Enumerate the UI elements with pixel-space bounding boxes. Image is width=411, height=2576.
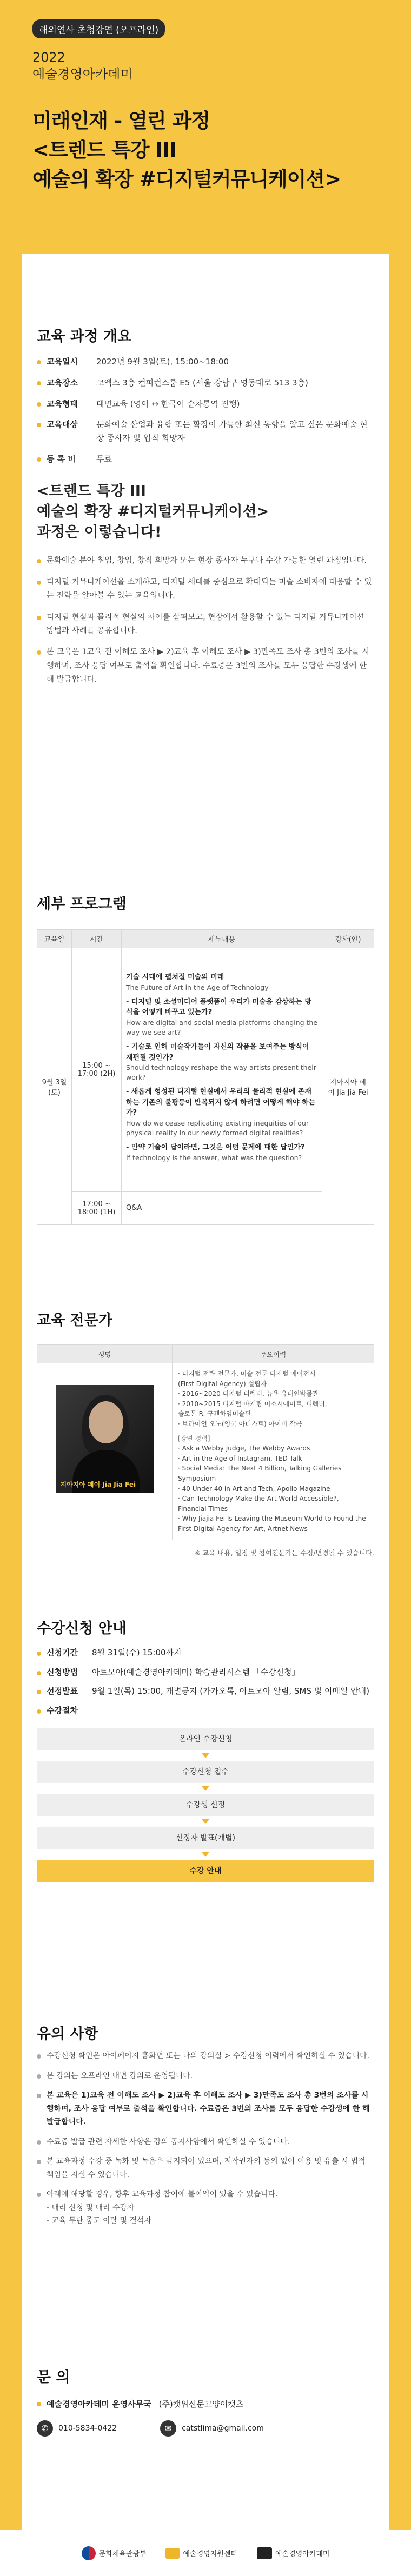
notes-list xyxy=(37,2049,374,2228)
award-line: · Why Jiajia Fei Is Leaving the Museum World to Found the First Digital Agency for Art, Artnet News xyxy=(178,1515,366,1533)
award-line: · Art in the Age of Instagram, TED Talk xyxy=(178,1454,302,1462)
overview-key: 등 록 비 xyxy=(47,454,76,464)
step-announcement: 선정자 발표(개별) xyxy=(37,1827,374,1849)
intro-text: 문화예술 분야 취업, 창업, 창직 희망자 또는 현장 종사자 누구나 수강 가능한 열린 과정입니다. xyxy=(47,556,367,565)
topic-kor: - 새롭게 형성된 디지털 현실에서 우리의 물리적 현실에 존재하는 기존의 불평등이 반복되지 않게 하려면 어떻게 해야 하는가? xyxy=(126,1088,316,1117)
expert-header-row xyxy=(37,1345,374,1363)
note-item xyxy=(37,2049,374,2063)
hero-title xyxy=(32,106,379,194)
expert-career xyxy=(173,1363,374,1540)
bullet-icon xyxy=(37,2402,41,2406)
year-label: 2022 xyxy=(32,50,66,65)
note-sub-line: - 대리 신청 및 대리 수강자 xyxy=(47,2203,135,2212)
contact-email[interactable] xyxy=(160,2420,264,2437)
intro-title xyxy=(37,481,374,542)
overview-key: 교육형태 xyxy=(47,398,78,409)
overview-value: 코엑스 3층 컨퍼런스룸 E5 (서울 강남구 영동대로 513 3층) xyxy=(96,377,308,388)
intro-title-line-3: 과정은 이렇습니다! xyxy=(37,523,162,541)
col-instructor-header: 강사(안) xyxy=(322,930,374,948)
arrow-down-icon xyxy=(202,1819,209,1824)
overview-key: 교육대상 xyxy=(47,420,78,430)
academy-icon xyxy=(257,2547,272,2559)
academy-label: 예술경영아카데미 xyxy=(32,66,133,82)
note-text: 수료증 발급 관련 자세한 사항은 강의 공지사항에서 확인하실 수 있습니다. xyxy=(47,2137,290,2146)
apply-steps xyxy=(37,1728,374,1882)
intro-list xyxy=(37,554,374,687)
expert-title: 교육 전문가 xyxy=(37,1312,112,1329)
apply-list xyxy=(37,1646,374,1718)
apply-row xyxy=(37,1666,374,1680)
topic-eng: Should technology reshape the way artists present their work? xyxy=(126,1063,316,1082)
contact-title: 문 의 xyxy=(37,2369,70,2386)
overview-value: 문화예술 산업과 융합 또는 확장이 가능한 최신 동향을 알고 싶은 문화예술 현장 종사자 및 입직 희망자 xyxy=(96,420,368,443)
topic-kor: - 기술로 인해 미술작가들이 자신의 작품을 보여주는 방식이 재편될 것인가? xyxy=(126,1043,309,1062)
overview-row xyxy=(37,397,374,411)
apply-row xyxy=(37,1646,374,1660)
step-received: 수강신청 접수 xyxy=(37,1761,374,1783)
arts-support-icon xyxy=(165,2548,180,2559)
bullet-icon xyxy=(37,2193,41,2197)
overview-list xyxy=(37,355,374,466)
intro-text: 본 교육은 1교육 전 이해도 조사 ▶ 2)교육 후 이해도 조사 ▶ 3)만족도 조사 총 3번의 조사를 시행하며, 조사 응답 여부로 출석을 확인합니다. 수료증은 3번의 조사를 모두 응답한 수강생에 한 해 발급합니다. xyxy=(47,648,370,684)
apply-value: 아트모아(예술경영아카데미) 학습관리시스템 「수강신청」 xyxy=(92,1667,300,1677)
notes-section xyxy=(22,2022,389,2228)
note-text: 본 강의는 오프라인 대면 강의로 운영됩니다. xyxy=(47,2071,193,2080)
step-selection: 수강생 선정 xyxy=(37,1794,374,1816)
program-date: 9월 3일 (토) xyxy=(37,948,72,1225)
program-time: 17:00 ~ 18:00 (1H) xyxy=(72,1192,122,1225)
note-text: 아래에 해당할 경우, 향후 교육과정 참여에 불이익이 있을 수 있습니다. xyxy=(47,2190,278,2199)
phone-icon: ✆ xyxy=(37,2420,53,2437)
apply-value: 9월 1일(목) 15:00, 개별공지 (카카오톡, 아트모아 알림, SMS 및 이메일 안내) xyxy=(92,1686,369,1696)
step-guide: 수강 안내 xyxy=(37,1860,374,1882)
career-line: · 2010~2015 디지털 마케팅 어소시에이트, 디렉터, xyxy=(178,1400,327,1408)
program-content xyxy=(122,948,322,1192)
overview-key: 교육일시 xyxy=(47,357,78,367)
career-line: · 브라이언 오노(영국 아티스트) 아이비 작곡 xyxy=(178,1420,302,1428)
content-card xyxy=(22,254,389,2546)
intro-item xyxy=(37,611,374,638)
overview-row xyxy=(37,355,374,369)
note-item xyxy=(37,2155,374,2181)
bullet-icon xyxy=(37,2094,41,2098)
arrow-down-icon xyxy=(202,1753,209,1758)
intro-item xyxy=(37,576,374,603)
bullet-icon xyxy=(37,2160,41,2164)
bullet-icon xyxy=(37,1671,41,1675)
intro-text: 디지털 현실과 물리적 현실의 차이를 살펴보고, 현장에서 활용할 수 있는 디지털 커뮤니케이션 방법과 사례를 공유합니다. xyxy=(47,613,364,635)
apply-section xyxy=(22,1616,389,1882)
expert-photo-cell xyxy=(37,1363,173,1540)
program-section xyxy=(22,892,389,1225)
overview-row xyxy=(37,376,374,390)
logo-arts-support xyxy=(165,2548,237,2559)
bullet-icon xyxy=(37,423,41,427)
note-item xyxy=(37,2135,374,2149)
event-type-badge: 해외연사 초청강연 (오프라인) xyxy=(32,19,165,38)
bullet-icon xyxy=(37,402,41,407)
overview-row xyxy=(37,452,374,466)
program-content: Q&A xyxy=(122,1192,322,1225)
footer-logos xyxy=(0,2530,411,2576)
contact-phone[interactable] xyxy=(37,2420,117,2437)
apply-value: 8월 31일(수) 15:00까지 xyxy=(92,1648,182,1658)
contact-section xyxy=(22,2365,389,2437)
program-header-row xyxy=(37,930,374,948)
expert-section xyxy=(22,1308,389,1557)
hero-line-1: 미래인재 - 열린 과정 xyxy=(32,109,210,133)
bullet-icon xyxy=(37,559,41,563)
note-item xyxy=(37,2069,374,2083)
bullet-icon xyxy=(37,1690,41,1694)
expert-table xyxy=(37,1344,374,1540)
logo-ministry xyxy=(82,2546,147,2560)
apply-key: 신청기간 xyxy=(47,1648,78,1658)
contact-org xyxy=(37,2398,374,2409)
apply-key: 수강절차 xyxy=(47,1705,78,1715)
hero-line-3: 예술의 확장 #디지털커뮤니케이션> xyxy=(32,167,341,191)
topic-eng: How are digital and social media platforms changing the way we see art? xyxy=(126,1018,317,1036)
program-time: 15:00 ~ 17:00 (2H) xyxy=(72,948,122,1192)
email-icon: ✉ xyxy=(160,2420,176,2437)
apply-key: 신청방법 xyxy=(47,1667,78,1677)
hero-line-2: <트렌드 특강 III xyxy=(32,138,176,162)
step-online-apply: 온라인 수강신청 xyxy=(37,1728,374,1750)
overview-key: 교육장소 xyxy=(47,377,78,388)
expert-photo xyxy=(56,1385,154,1493)
apply-key: 선정발표 xyxy=(47,1686,78,1696)
topic-eng: How do we cease replicating existing inequities of our physical reality in our newly formed digital realities? xyxy=(126,1119,309,1137)
col-name-header: 성명 xyxy=(37,1345,173,1363)
taegeuk-icon xyxy=(82,2546,96,2560)
notes-title: 유의 사항 xyxy=(37,2026,98,2042)
overview-value: 대면교육 (영어 ↔ 한국어 순차통역 진행) xyxy=(96,398,240,409)
topic-kor: 기술 시대에 펼쳐질 미술의 미래 xyxy=(126,973,224,982)
col-career-header: 주요이력 xyxy=(173,1345,374,1363)
topic-kor: - 디지털 및 소셜미디어 플랫폼이 우리가 미술을 감상하는 방식을 어떻게 바꾸고 있는가? xyxy=(126,997,311,1017)
topic-eng: If technology is the answer, what was the question? xyxy=(126,1153,302,1162)
note-sub-line: - 교육 무단 중도 이탈 및 결석자 xyxy=(47,2216,152,2225)
contact-org-name: 예술경영아카데미 운영사무국 xyxy=(47,2399,151,2409)
intro-title-line-2: 예술의 확장 #디지털커뮤니케이션> xyxy=(37,503,269,520)
apply-row xyxy=(37,1704,374,1718)
bullet-icon xyxy=(37,2074,41,2079)
bullet-icon xyxy=(37,381,41,385)
award-line: · 40 Under 40 in Art and Tech, Apollo Magazine xyxy=(178,1485,330,1493)
photo-name-label: 지아지아 페이 Jia Jia Fei xyxy=(60,1481,136,1488)
program-table xyxy=(37,929,374,1225)
intro-item xyxy=(37,645,374,687)
career-line: 솔로몬 R. 구겐하임미술관 xyxy=(178,1410,251,1418)
bullet-icon xyxy=(37,457,41,462)
bullet-icon xyxy=(37,650,41,655)
col-date-header: 교육일 xyxy=(37,930,72,948)
note-text: 수강신청 확인은 아이페이지 홈화면 또는 나의 강의실 > 수강신청 이력에서 확인하실 수 있습니다. xyxy=(47,2052,370,2060)
awards-title: [강연 경력] xyxy=(178,1434,210,1442)
col-content-header: 세부내용 xyxy=(122,930,322,948)
award-line: · Ask a Webby Judge, The Webby Awards xyxy=(178,1445,310,1453)
topic-kor: - 만약 기술이 답이라면, 그것은 어떤 문제에 대한 답인가? xyxy=(126,1143,305,1152)
bullet-icon xyxy=(37,2140,41,2145)
contact-org-sub: (주)캣위신문고양이캣츠 xyxy=(158,2399,244,2409)
program-instructor: 지아지아 페이 Jia Jia Fei xyxy=(322,948,374,1225)
note-item xyxy=(37,2089,374,2129)
logo-ministry-text: 문화체육관광부 xyxy=(98,2550,147,2558)
apply-title: 수강신청 안내 xyxy=(37,1620,127,1637)
logo-arts-support-text: 예술경영지원센터 xyxy=(183,2550,237,2558)
overview-value: 2022년 9월 3일(토), 15:00~18:00 xyxy=(96,357,229,367)
bullet-icon xyxy=(37,616,41,620)
org-title xyxy=(32,49,379,83)
overview-section xyxy=(22,324,389,466)
hero-header xyxy=(0,0,411,254)
career-line: · 디지털 전략 전문가, 미술 전문 디지털 에이전시 xyxy=(178,1370,316,1377)
award-line: · Can Technology Make the Art World Accessible?, Financial Times xyxy=(178,1495,339,1513)
contact-email-address: catstlima@gmail.com xyxy=(182,2424,264,2433)
note-text: 본 교육과정 수강 중 녹화 및 녹음은 금지되어 있으며, 저작권자의 동의 없이 이용 및 유출 시 법적 책임을 지실 수 있습니다. xyxy=(47,2157,366,2179)
logo-academy-text: 예술경영아카데미 xyxy=(275,2550,330,2558)
note-text: 본 교육은 1)교육 전 이해도 조사 ▶ 2)교육 후 이해도 조사 ▶ 3)만족도 조사 총 3번의 조사를 시행하며, 조사 응답 여부로 출석을 확인합니다. 수료증은 3번의 조사를 모두 응답한 수강생에 한 해 발급합니다. xyxy=(47,2091,370,2126)
intro-section xyxy=(22,481,389,694)
apply-row xyxy=(37,1685,374,1699)
col-time-header: 시간 xyxy=(72,930,122,948)
bullet-icon xyxy=(37,1652,41,1656)
program-row xyxy=(37,948,374,1192)
program-title: 세부 프로그램 xyxy=(37,896,127,913)
photo-face-shape xyxy=(89,1401,123,1443)
contact-phone-number: 010-5834-0422 xyxy=(58,2424,117,2433)
bullet-icon xyxy=(37,360,41,364)
overview-row xyxy=(37,418,374,445)
intro-text: 디지털 커뮤니케이션을 소개하고, 디지털 세대를 중심으로 확대되는 미술 소비자에 대응할 수 있는 전략을 알아볼 수 있는 교육입니다. xyxy=(47,577,372,601)
bullet-icon xyxy=(37,581,41,585)
overview-value: 무료 xyxy=(96,454,112,464)
logo-academy xyxy=(257,2547,329,2559)
intro-title-line-1: <트렌드 특강 III xyxy=(37,483,146,500)
overview-title: 교육 과정 개요 xyxy=(37,328,132,345)
expert-row xyxy=(37,1363,374,1540)
bullet-icon xyxy=(37,2054,41,2059)
bullet-icon xyxy=(37,1709,41,1714)
career-line: (First Digital Agency) 설립자 xyxy=(178,1380,267,1388)
arrow-down-icon xyxy=(202,1852,209,1857)
topic-eng: The Future of Art in the Age of Technology xyxy=(126,983,269,991)
contact-details xyxy=(37,2420,374,2437)
note-item xyxy=(37,2188,374,2201)
expert-note: ※ 교육 내용, 일정 및 참여전문가는 수정/변경될 수 있습니다. xyxy=(194,1548,374,1557)
career-line: · 2016~2020 디지털 디렉터, 뉴욕 유대인박물관 xyxy=(178,1390,319,1398)
award-line: · Social Media: The Next 4 Billion, Talking Galleries Symposium xyxy=(178,1465,342,1482)
arrow-down-icon xyxy=(202,1786,209,1791)
intro-item xyxy=(37,554,374,568)
